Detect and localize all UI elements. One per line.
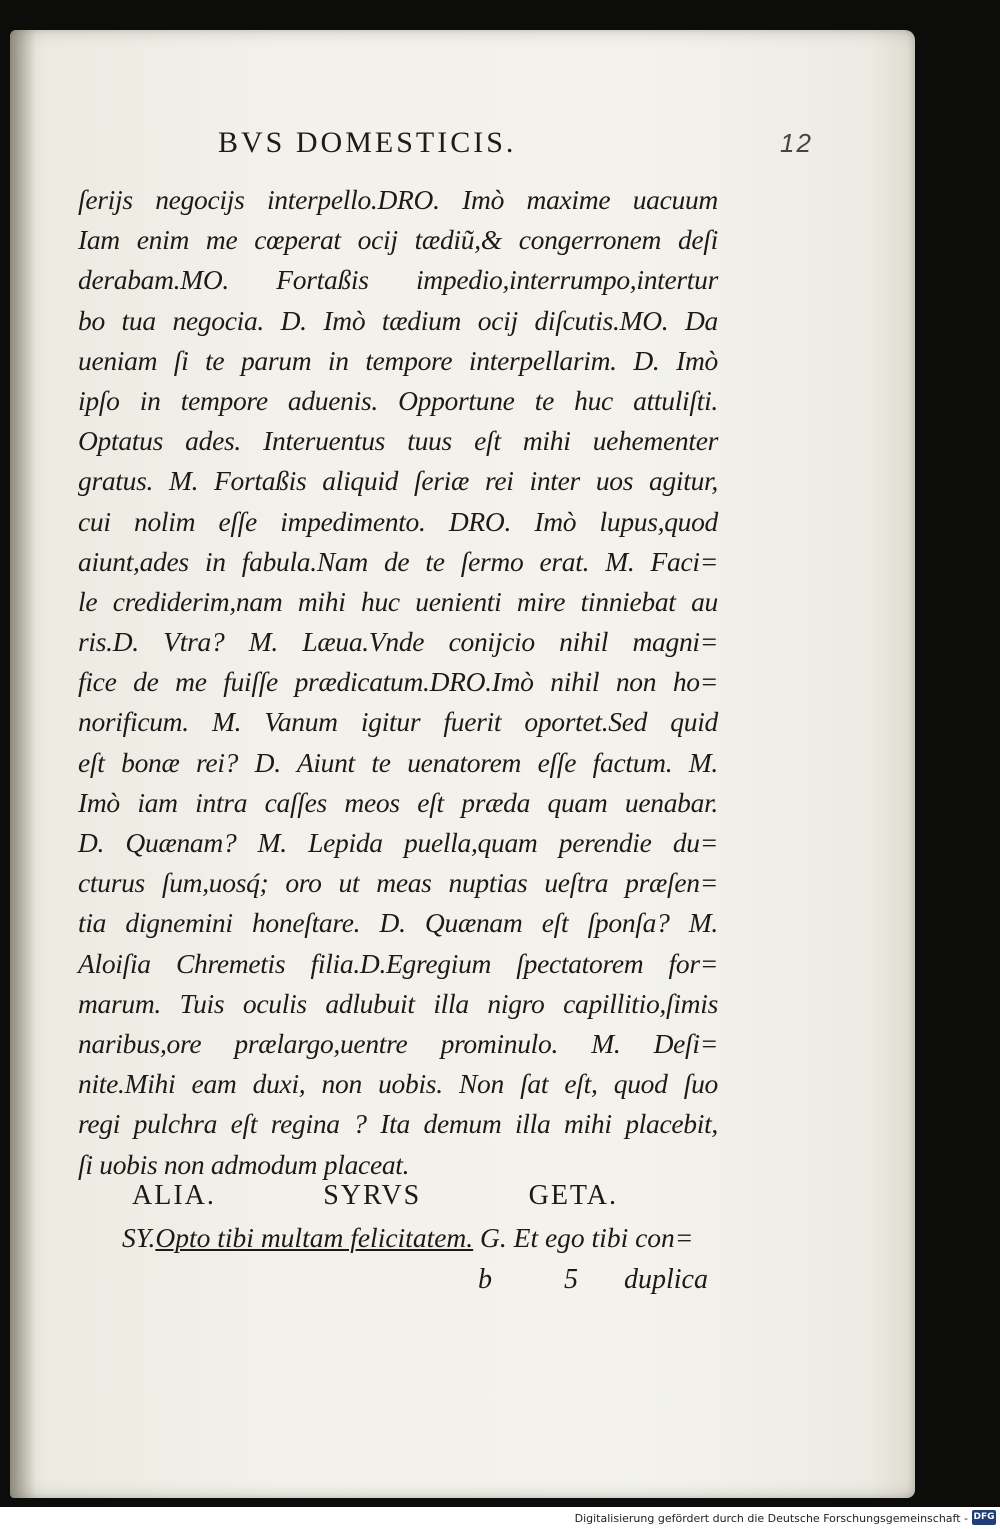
heading-alia: ALIA. bbox=[132, 1180, 216, 1211]
text-line: gratus. M. Fortaßis aliquid ſeriæ rei inter uos agitur, bbox=[78, 465, 718, 497]
text-line: cui nolim eſſe impedimento. DRO. Imò lupus,quod bbox=[78, 505, 718, 537]
heading-geta: GETA. bbox=[528, 1180, 618, 1211]
heading-syrus: SYRVS bbox=[323, 1180, 422, 1211]
text-line: le crediderim,nam mihi huc uenienti mire tinniebat au bbox=[78, 585, 718, 617]
text-line: aiunt,ades in fabula.Nam de te ſermo erat. M. Faci= bbox=[78, 545, 718, 577]
text-line: nite.Mihi eam duxi, non uobis. Non ſat eſt, quod ſuo bbox=[78, 1068, 718, 1100]
text-line: ueniam ſi te parum in tempore interpellarim. D. Imò bbox=[78, 344, 718, 376]
text-line: ſi uobis non admodum placeat. bbox=[78, 1148, 410, 1180]
section-heading bbox=[132, 1180, 618, 1212]
text-line: D. Quænam? M. Lepida puella,quam perendie du= bbox=[78, 827, 718, 858]
folio-number: 12 bbox=[780, 128, 813, 158]
text-line: derabam.MO. Fortaßis impedio,interrumpo,intertur bbox=[78, 264, 718, 296]
text-line: Imò iam intra caſſes meos eſt præda quam uenabar. bbox=[78, 786, 718, 818]
text-line: tia dignemini honeſtare. D. Quænam eſt ſponſa? M. bbox=[78, 907, 718, 939]
text-line: naribus,ore prælargo,uentre prominulo. M. Deſi= bbox=[78, 1027, 718, 1059]
final-line-rest: G. Et ego tibi con= bbox=[480, 1222, 694, 1253]
text-line: bo tua negocia. D. Imò tædium ocij diſcutis.MO. Da bbox=[78, 304, 718, 336]
text-line: eſt bonæ rei? D. Aiunt te uenatorem eſſe factum. M. bbox=[78, 746, 718, 778]
text-line: Optatus ades. Interuentus tuus eſt mihi uehementer bbox=[78, 425, 718, 457]
catchword: duplica bbox=[624, 1264, 708, 1295]
text-line: cturus ſum,uosq́; oro ut meas nuptias ueſtra præſen= bbox=[78, 867, 718, 899]
body-text bbox=[78, 180, 718, 1185]
text-line: ris.D. Vtra? M. Læua.Vnde conijcio nihil magni= bbox=[78, 626, 718, 658]
footer-credit: Digitalisierung gefördert durch die Deutsche Forschungsgemeinschaft - bbox=[574, 1512, 968, 1525]
text-line: ſerijs negocijs interpello.DRO. Imò maxime uacuum bbox=[78, 184, 718, 215]
text-line: marum. Tuis oculis adlubuit illa nigro capillitio,ſimis bbox=[78, 987, 718, 1019]
text-line: norificum. M. Vanum igitur fuerit oportet.Sed quid bbox=[78, 706, 718, 738]
signature-letter: b bbox=[478, 1264, 492, 1295]
page-gutter-shadow bbox=[10, 30, 36, 1498]
text-line: Aloiſia Chremetis filia.D.Egregium ſpectatorem for= bbox=[78, 947, 718, 979]
running-header: BVS DOMESTICIS. bbox=[218, 126, 517, 159]
text-line: regi pulchra eſt regina ? Ita demum illa mihi placebit, bbox=[78, 1108, 718, 1140]
speaker-label: SY. bbox=[122, 1222, 156, 1253]
final-text-line bbox=[122, 1222, 714, 1254]
text-line: fice de me fuiſſe prædicatum.DRO.Imò nihil non ho= bbox=[78, 666, 718, 698]
dfg-logo-icon: DFG bbox=[972, 1510, 996, 1525]
text-line: ipſo in tempore aduenis. Opportune te huc attuliſti. bbox=[78, 384, 718, 416]
underlined-phrase: Opto tibi multam felicitatem. bbox=[155, 1222, 474, 1253]
text-line: Iam enim me cœperat ocij tædiũ,& congerronem deſi bbox=[78, 224, 718, 256]
signature-number: 5 bbox=[564, 1264, 578, 1295]
